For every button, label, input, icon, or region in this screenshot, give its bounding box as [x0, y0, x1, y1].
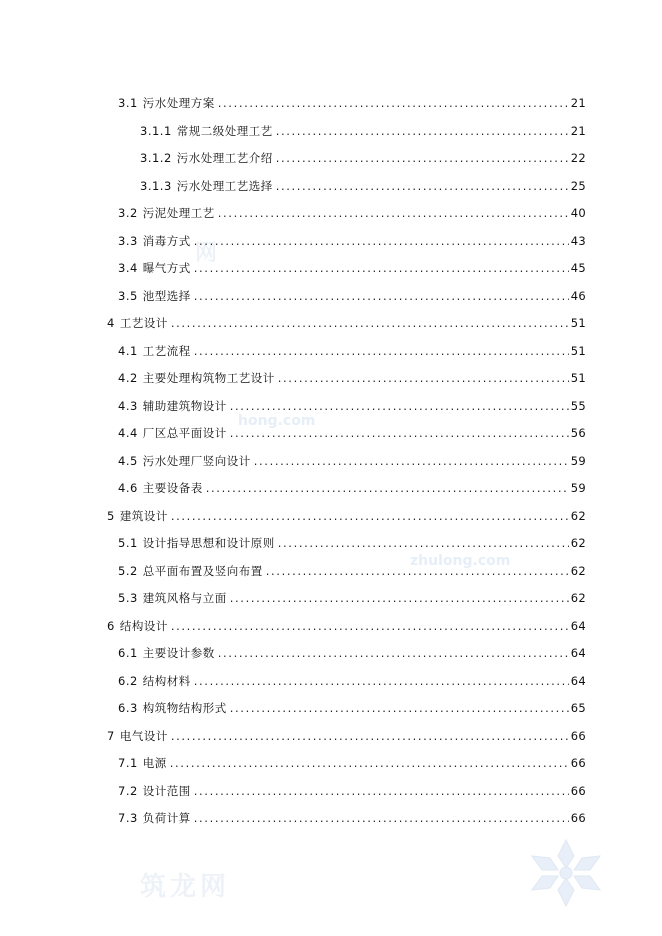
- toc-entry-number: 4: [107, 316, 115, 330]
- toc-entry-title: 结构材料: [142, 673, 191, 688]
- toc-entry[interactable]: [107, 509, 586, 523]
- toc-entry-title: 电源: [142, 756, 167, 770]
- toc-entry-title: 构筑物结构形式: [142, 701, 227, 715]
- toc-entry[interactable]: [118, 96, 586, 110]
- toc-entry-number: 3.1.2: [140, 151, 172, 165]
- toc-entry-page: 62: [570, 591, 586, 605]
- toc-entry-page: 62: [570, 508, 586, 523]
- toc-dot-leader: [194, 784, 569, 798]
- toc-dot-leader: [276, 151, 569, 165]
- toc-entry-number: 4.2: [118, 371, 138, 385]
- toc-entry-page: 64: [570, 618, 586, 633]
- toc-entry-number: 6.2: [118, 673, 138, 688]
- toc-entry-title: 曝气方式: [142, 261, 191, 275]
- toc-dot-leader: [230, 399, 569, 413]
- toc-entry-title: 工艺设计: [119, 316, 168, 330]
- toc-entry-number: 3.1.1: [140, 123, 172, 138]
- toc-entry[interactable]: [118, 481, 586, 495]
- toc-entry-page: 64: [570, 673, 586, 688]
- toc-entry[interactable]: [118, 784, 586, 798]
- toc-entry-number: 4.5: [118, 453, 138, 468]
- toc-entry-number: 4.4: [118, 426, 138, 440]
- toc-entry-page: 66: [570, 756, 586, 770]
- toc-entry[interactable]: [140, 124, 586, 138]
- toc-entry[interactable]: [118, 206, 586, 220]
- toc-dot-leader: [276, 179, 569, 193]
- toc-dot-leader: [194, 674, 569, 688]
- toc-entry[interactable]: [140, 151, 586, 165]
- toc-entry-number: 3.4: [118, 261, 138, 275]
- toc-entry-title: 主要设计参数: [142, 646, 215, 660]
- watermark-snowflake-icon: [528, 838, 604, 912]
- toc-dot-leader: [170, 756, 569, 770]
- toc-entry-number: 3.3: [118, 233, 138, 248]
- toc-entry-page: 45: [570, 261, 586, 275]
- toc-entry-title: 主要处理构筑物工艺设计: [142, 371, 275, 385]
- toc-entry-title: 主要设备表: [142, 481, 203, 495]
- toc-dot-leader: [266, 564, 569, 578]
- toc-entry-number: 5.1: [118, 536, 138, 550]
- toc-entry-title: 工艺流程: [142, 343, 191, 358]
- toc-entry-page: 64: [570, 646, 586, 660]
- toc-entry-page: 46: [570, 288, 586, 303]
- toc-entry-page: 21: [570, 96, 586, 110]
- toc-entry-page: 55: [570, 398, 586, 413]
- toc-entry-number: 6.1: [118, 646, 138, 660]
- toc-entry-page: 43: [570, 233, 586, 248]
- toc-entry-title: 电气设计: [119, 728, 168, 743]
- toc-dot-leader: [194, 234, 569, 248]
- toc-entry-title: 辅助建筑物设计: [142, 398, 227, 413]
- toc-entry[interactable]: [118, 536, 586, 550]
- toc-dot-leader: [171, 729, 569, 743]
- toc-dot-leader: [230, 701, 569, 715]
- toc-entry[interactable]: [118, 591, 586, 605]
- toc-entry[interactable]: [107, 316, 586, 330]
- toc-entry[interactable]: [140, 179, 586, 193]
- toc-entry-number: 4.3: [118, 398, 138, 413]
- toc-entry-number: 4.6: [118, 481, 138, 495]
- toc-entry-title: 建筑设计: [119, 508, 168, 523]
- toc-dot-leader: [171, 316, 569, 330]
- toc-entry-page: 62: [570, 563, 586, 578]
- toc-entry[interactable]: [118, 371, 586, 385]
- toc-entry-title: 负荷计算: [142, 811, 191, 825]
- toc-entry-page: 56: [570, 426, 586, 440]
- toc-entry-number: 7.3: [118, 811, 138, 825]
- toc-entry-number: 7.2: [118, 783, 138, 798]
- toc-dot-leader: [278, 536, 569, 550]
- toc-entry-title: 常规二级处理工艺: [176, 123, 273, 138]
- toc-entry-number: 3.1: [118, 96, 138, 110]
- toc-entry[interactable]: [118, 344, 586, 358]
- toc-dot-leader: [194, 344, 569, 358]
- toc-dot-leader: [276, 124, 569, 138]
- toc-entry-page: 66: [570, 728, 586, 743]
- toc-entry[interactable]: [118, 261, 586, 275]
- toc-entry[interactable]: [107, 619, 586, 633]
- toc-entry[interactable]: [118, 756, 586, 770]
- toc-entry-page: 65: [570, 701, 586, 715]
- toc-entry-title: 池型选择: [142, 288, 191, 303]
- toc-entry-title: 设计范围: [142, 783, 191, 798]
- toc-entry-number: 3.2: [118, 206, 138, 220]
- toc-dot-leader: [278, 371, 569, 385]
- toc-entry-title: 污水处理工艺选择: [176, 178, 273, 193]
- toc-entry-page: 51: [570, 371, 586, 385]
- toc-entry-title: 污泥处理工艺: [142, 206, 215, 220]
- toc-dot-leader: [194, 289, 569, 303]
- toc-entry-number: 4.1: [118, 343, 138, 358]
- toc-entry-page: 66: [570, 783, 586, 798]
- toc-entry-page: 25: [570, 178, 586, 193]
- toc-dot-leader: [194, 811, 569, 825]
- toc-entry[interactable]: [107, 729, 586, 743]
- toc-entry[interactable]: [118, 289, 586, 303]
- toc-entry-title: 污水处理工艺介绍: [176, 151, 273, 165]
- toc-entry-title: 总平面布置及竖向布置: [142, 563, 263, 578]
- toc-entry-page: 62: [570, 536, 586, 550]
- toc-entry-number: 6: [107, 618, 115, 633]
- toc-entry-number: 5.2: [118, 563, 138, 578]
- toc-dot-leader: [171, 619, 569, 633]
- toc-dot-leader: [206, 481, 569, 495]
- toc-entry[interactable]: [118, 811, 586, 825]
- watermark-url-2: zhulong.com: [410, 553, 511, 569]
- toc-entry-number: 6.3: [118, 701, 138, 715]
- toc-entry[interactable]: [118, 674, 586, 688]
- toc-dot-leader: [171, 509, 569, 523]
- toc-dot-leader: [218, 646, 569, 660]
- toc-entry-number: 3.5: [118, 288, 138, 303]
- toc-entry-title: 消毒方式: [142, 233, 191, 248]
- watermark-logo-text: 筑龙网: [140, 872, 231, 902]
- toc-entry-title: 建筑风格与立面: [142, 591, 227, 605]
- toc-entry-title: 污水处理厂竖向设计: [142, 453, 251, 468]
- toc-entry-title: 结构设计: [119, 618, 168, 633]
- toc-entry[interactable]: [118, 701, 586, 715]
- toc-dot-leader: [218, 96, 569, 110]
- toc-dot-leader: [194, 261, 569, 275]
- toc-entry-number: 5.3: [118, 591, 138, 605]
- toc-entry-page: 59: [570, 481, 586, 495]
- toc-dot-leader: [230, 426, 569, 440]
- toc-entry-page: 51: [570, 316, 586, 330]
- toc-entry[interactable]: [118, 399, 586, 413]
- toc-dot-leader: [254, 454, 569, 468]
- toc-entry[interactable]: [118, 564, 586, 578]
- watermark-glyph: 网: [195, 240, 222, 266]
- toc-entry-number: 3.1.3: [140, 178, 172, 193]
- toc-entry-page: 51: [570, 343, 586, 358]
- toc-entry[interactable]: [118, 234, 586, 248]
- toc-dot-leader: [230, 591, 569, 605]
- toc-entry-title: 污水处理方案: [142, 96, 215, 110]
- toc-entry-page: 22: [570, 151, 586, 165]
- toc-entry[interactable]: [118, 454, 586, 468]
- toc-entry-page: 21: [570, 123, 586, 138]
- toc-entry-page: 66: [570, 811, 586, 825]
- toc-entry-title: 设计指导思想和设计原则: [142, 536, 275, 550]
- toc-entry-number: 5: [107, 508, 115, 523]
- toc-entry-title: 厂区总平面设计: [142, 426, 227, 440]
- toc-entry-number: 7.1: [118, 756, 138, 770]
- toc-entry-number: 7: [107, 728, 115, 743]
- toc-dot-leader: [218, 206, 569, 220]
- watermark-url: hong.com: [238, 413, 316, 429]
- toc-entry-page: 40: [570, 206, 586, 220]
- toc-entry-page: 59: [570, 453, 586, 468]
- toc-entry[interactable]: [118, 426, 586, 440]
- toc-entry[interactable]: [118, 646, 586, 660]
